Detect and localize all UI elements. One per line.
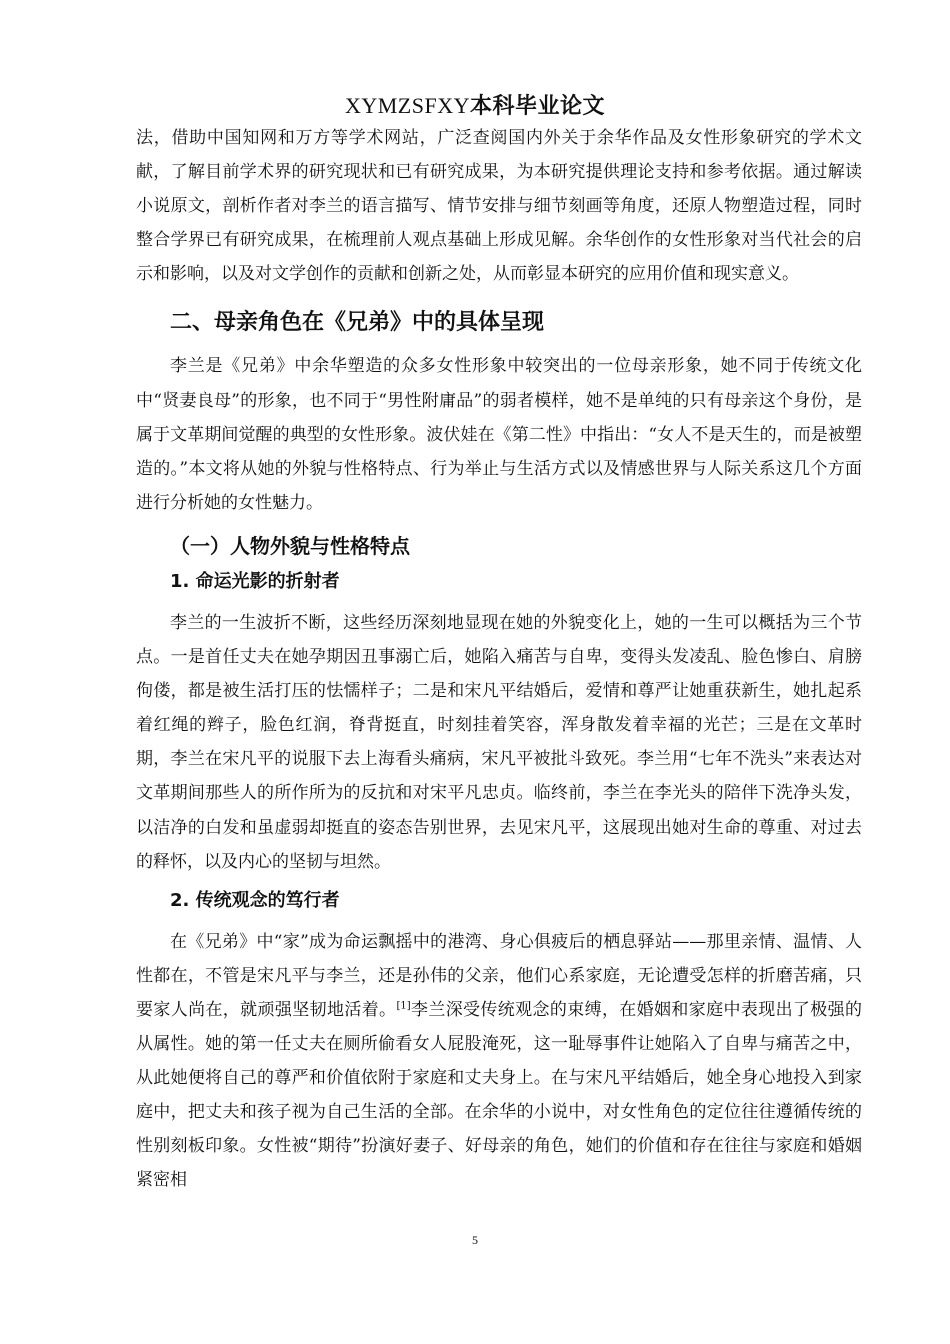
running-header [0,92,950,121]
item-2-heading: 2. 传统观念的笃行者 [170,889,340,911]
item-2-text-part1: 在《兄弟》中“家”成为命运飘摇中的港湾、身心俱疲后的栖息驿站——那里亲情、温情、人性都在，不管是宋凡平与李兰，还是孙伟的父亲，他们心系家庭，无论遭受怎样的折磨苦痛，只要家人尚在，就顽强坚韧地活着。 [136,931,862,1020]
citation-marker[interactable]: [1] [396,1000,411,1012]
item-1-heading: 1. 命运光影的折射者 [170,570,340,592]
section-2-heading: 二、母亲角色在《兄弟》中的具体呈现 [170,310,545,336]
header-code: XYMZSFXY [344,93,470,118]
item-2-text-part2: 李兰深受传统观念的束缚，在婚姻和家庭中表现出了极强的从属性。她的第一任丈夫在厕所偷看女人屁股淹死，这一耻辱事件让她陷入了自卑与痛苦之中，从此她便将自己的尊严和价值依附于家庭和丈夫身上。在与宋凡平结婚后，她全身心地投入到家庭中，把丈夫和孩子视为自己生活的全部。在余华的小说中，对女性角色的定位往往遵循传统的性别刻板印象。女性被“期待”扮演好妻子、好母亲的角色，她们的价值和存在往往与家庭和婚姻紧密相 [136,999,863,1191]
page-number: 5 [472,1233,478,1247]
item-2-paragraph [136,925,862,1198]
intro-continued-paragraph: 法，借助中国知网和万方等学术网站，广泛查阅国内外关于余华作品及女性形象研究的学术文献，了解目前学术界的研究现状和已有研究成果，为本研究提供理论支持和参考依据。通过解读小说原文，剖析作者对李兰的语言描写、情节安排与细节刻画等角度，还原人物塑造过程，同时整合学界已有研究成果，在梳理前人观点基础上形成见解。余华创作的女性形象对当代社会的启示和影响，以及对文学创作的贡献和创新之处，从而彰显本研究的应用价值和现实意义。 [136,128,862,285]
item-1-paragraph: 李兰的一生波折不断，这些经历深刻地显现在她的外貌变化上，她的一生可以概括为三个节点。一是首任丈夫在她孕期因丑事溺亡后，她陷入痛苦与自卑，变得头发凌乱、脸色惨白、肩膀佝偻，都是被生活打压的怯懦样子；二是和宋凡平结婚后，爱情和尊严让她重获新生，她扎起系着红绳的辫子，脸色红润，脊背挺直，时刻挂着笑容，浑身散发着幸福的光芒；三是在文革时期，李兰在宋凡平的说服下去上海看头痛病，宋凡平被批斗致死。李兰用“七年不洗头”来表达对文革期间那些人的所作所为的反抗和对宋平凡忠贞。临终前，李兰在李光头的陪伴下洗净头发，以洁净的白发和虽虚弱却挺直的姿态告别世界，去见宋凡平，这展现出她对生命的尊重、对过去的释怀，以及内心的坚韧与坦然。 [136,612,862,872]
section-2-paragraph: 李兰是《兄弟》中余华塑造的众多女性形象中较突出的一位母亲形象，她不同于传统文化中“贤妻良母”的形象，也不同于“男性附庸品”的弱者模样，她不是单纯的只有母亲这个身份，是属于文革期间觉醒的典型的女性形象。波伏娃在《第二性》中指出：“女人不是天生的，而是被塑造的。”本文将从她的外貌与性格特点、行为举止与生活方式以及情感世界与人际关系这几个方面进行分析她的女性魅力。 [136,356,862,513]
header-subtitle: 本科毕业论文 [470,94,606,119]
subsection-1-heading: （一）人物外貌与性格特点 [170,533,410,558]
page-body [136,121,862,1197]
